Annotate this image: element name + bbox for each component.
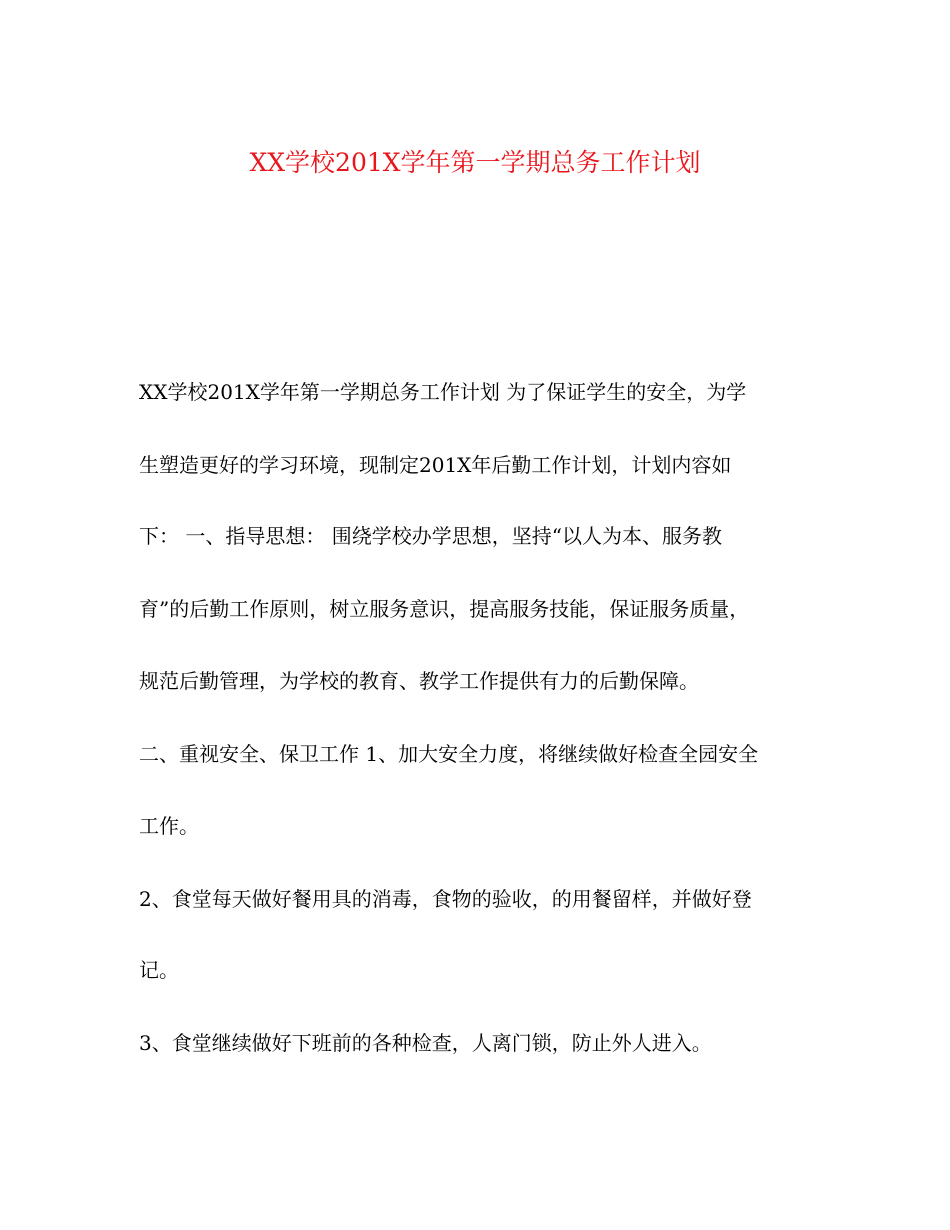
paragraph-line: 工作。 — [139, 814, 199, 838]
paragraph-line: 下： 一、指导思想： 围绕学校办学思想，坚持“以人为本、服务教 — [139, 524, 722, 548]
paragraph-line: 生塑造更好的学习环境，现制定201X年后勤工作计划，计划内容如 — [139, 453, 732, 477]
paragraph-line: 规范后勤管理，为学校的教育、教学工作提供有力的后勤保障。 — [139, 669, 699, 693]
paragraph-line: 2、食堂每天做好餐用具的消毒，食物的验收，的用餐留样，并做好登 — [139, 887, 752, 911]
paragraph-line: 3、食堂继续做好下班前的各种检查，人离门锁，防止外人进入。 — [139, 1031, 712, 1055]
paragraph-line: 育”的后勤工作原则，树立服务意识，提高服务技能，保证服务质量， — [139, 597, 750, 621]
paragraph-line: 二、重视安全、保卫工作 1、加大安全力度，将继续做好检查全园安全 — [139, 742, 759, 766]
document-title: XX学校201X学年第一学期总务工作计划 — [249, 148, 701, 177]
paragraph-line: 记。 — [139, 958, 179, 982]
paragraph-line: XX学校201X学年第一学期总务工作计划 为了保证学生的安全，为学 — [139, 380, 747, 404]
